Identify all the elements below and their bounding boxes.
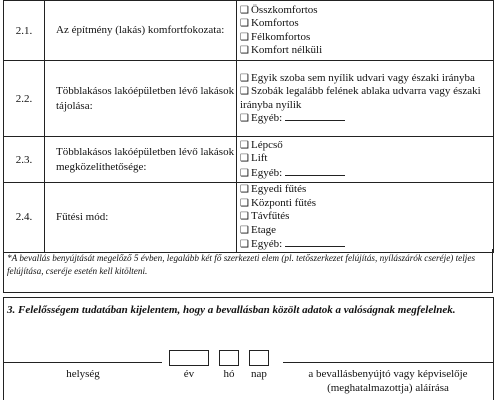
- options-cell: [237, 1, 494, 61]
- year-label: év: [183, 368, 195, 380]
- row-orientation: [4, 61, 494, 137]
- checkbox-icon[interactable]: ❑: [240, 86, 249, 97]
- option-label: Komfortos: [250, 17, 299, 29]
- row-accessibility: [4, 137, 494, 183]
- checkbox-icon[interactable]: ❑: [240, 197, 249, 209]
- signer-signature-line[interactable]: [283, 362, 493, 363]
- property-characteristics-table: [3, 0, 494, 253]
- row-number: 2.2.: [4, 61, 45, 137]
- checkbox-icon[interactable]: ❑: [240, 167, 249, 179]
- row-comfort-level: [4, 1, 494, 61]
- option-other-access[interactable]: [240, 166, 493, 181]
- option-label: Egyéb:: [250, 238, 283, 250]
- checkbox-icon[interactable]: ❑: [240, 224, 249, 236]
- declaration-text: 3. Felelősségem tudatában kijelentem, hogy a bevallásban közölt adatok a valóságnak megfelelnek.: [7, 304, 456, 316]
- checkbox-icon[interactable]: ❑: [240, 45, 249, 56]
- day-label: nap: [251, 368, 267, 380]
- row-number: 2.3.: [4, 137, 45, 183]
- row-label: Az építmény (lakás) komfortfokozata:: [45, 1, 237, 61]
- options-cell: [237, 183, 494, 253]
- place-signature-line[interactable]: [4, 362, 162, 363]
- year-box[interactable]: [169, 350, 209, 366]
- row-label: Fűtési mód:: [45, 183, 237, 253]
- option-label: Összkomfortos: [250, 3, 318, 16]
- option-label: Etage: [250, 223, 277, 236]
- signer-label-line1: a bevallásbenyújtó vagy képviselője: [308, 368, 468, 380]
- option-half-rooms-north[interactable]: [240, 85, 493, 111]
- option-no-comfort[interactable]: [240, 44, 493, 58]
- option-label: Egyéb:: [250, 112, 283, 124]
- day-box[interactable]: [249, 350, 269, 366]
- declaration-section: [3, 297, 494, 400]
- checkbox-icon[interactable]: ❑: [240, 239, 249, 250]
- option-label: Egyéb:: [250, 166, 283, 179]
- row-number: 2.1.: [4, 1, 45, 61]
- option-label: Egyik szoba sem nyílik udvari vagy északi irányba: [250, 71, 475, 84]
- other-orientation-field[interactable]: [285, 111, 345, 121]
- options-cell: [237, 61, 494, 137]
- other-heating-field[interactable]: [285, 237, 345, 247]
- other-access-field[interactable]: [285, 166, 345, 176]
- checkbox-icon[interactable]: ❑: [240, 72, 249, 84]
- option-etage[interactable]: [240, 224, 493, 238]
- option-label: Lépcső: [250, 138, 283, 151]
- footnote: *A bevallás benyújtását megelőző 5 évben, legalább két fő szerkezeti elem (pl. tetőszerkezet felújítás, nyílászárók cseréje) teljes felújítása, cseréje esetén kell kitölteni.: [3, 249, 493, 293]
- option-label: Komfort nélküli: [250, 44, 323, 56]
- row-heating: [4, 183, 494, 253]
- option-comfort-full[interactable]: [240, 4, 493, 18]
- option-no-north-room[interactable]: [240, 72, 493, 86]
- option-label: Félkomfortos: [250, 30, 311, 43]
- checkbox-icon[interactable]: ❑: [240, 153, 249, 165]
- checkbox-icon[interactable]: ❑: [240, 31, 249, 43]
- option-label: Egyedi fűtés: [250, 183, 307, 195]
- month-label: hó: [223, 368, 235, 380]
- checkbox-icon[interactable]: ❑: [240, 4, 249, 16]
- option-central-heating[interactable]: [240, 197, 493, 211]
- option-label: Központi fűtés: [250, 196, 317, 209]
- checkbox-icon[interactable]: ❑: [240, 139, 249, 151]
- option-lift[interactable]: [240, 152, 493, 166]
- option-comfort[interactable]: [240, 17, 493, 31]
- checkbox-icon[interactable]: ❑: [240, 211, 249, 222]
- signer-label-line2: (meghatalmazottja) aláírása: [327, 382, 449, 394]
- checkbox-icon[interactable]: ❑: [240, 18, 249, 29]
- option-stairs[interactable]: [240, 139, 493, 153]
- checkbox-icon[interactable]: ❑: [240, 184, 249, 195]
- place-label: helység: [66, 368, 100, 380]
- option-other-orientation[interactable]: [240, 111, 493, 126]
- option-label: Lift: [250, 152, 268, 165]
- row-label: Többlakásos lakóépületben lévő lakások tájolása:: [45, 61, 237, 137]
- options-cell: [237, 137, 494, 183]
- option-label: Szobák legalább felének ablaka udvarra vagy északi irányba nyílik: [240, 85, 481, 111]
- option-district-heating[interactable]: [240, 210, 493, 224]
- option-label: Távfűtés: [250, 210, 290, 222]
- checkbox-icon[interactable]: ❑: [240, 113, 249, 124]
- option-individual-heating[interactable]: [240, 183, 493, 197]
- month-box[interactable]: [219, 350, 239, 366]
- row-label: Többlakásos lakóépületben lévő lakások megközelíthetősége:: [45, 137, 237, 183]
- row-number: 2.4.: [4, 183, 45, 253]
- option-half-comfort[interactable]: [240, 31, 493, 45]
